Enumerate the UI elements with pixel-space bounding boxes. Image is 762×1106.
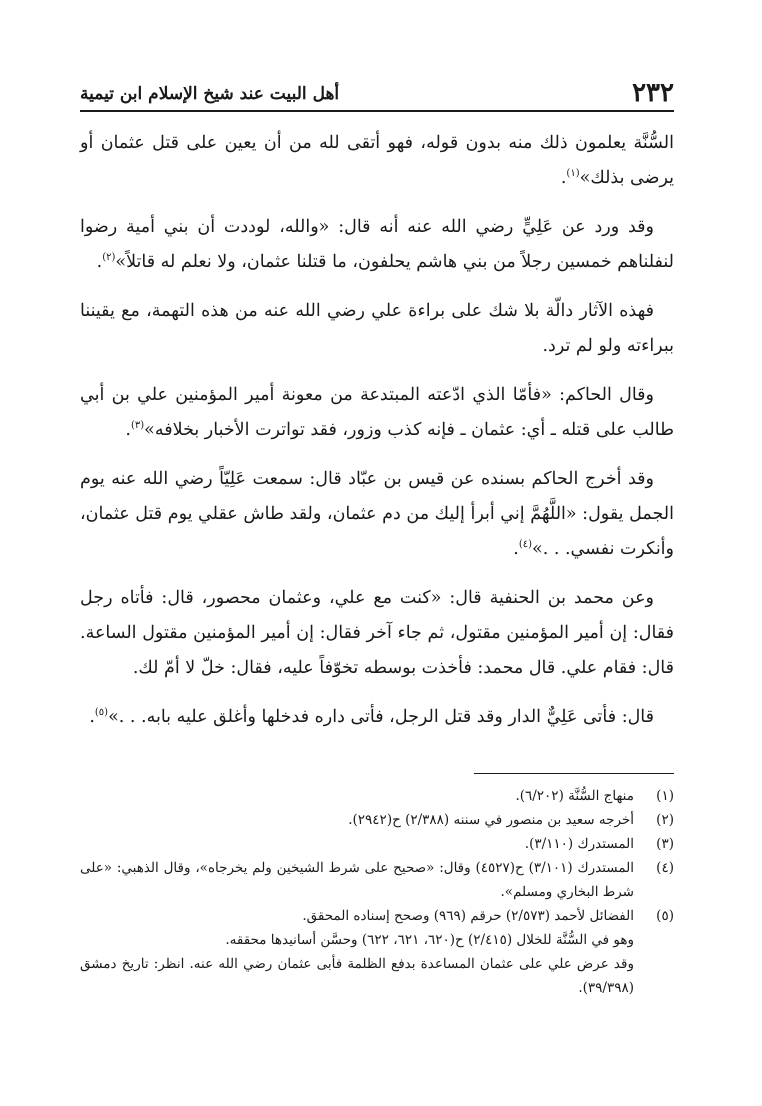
footnote-number: (٥) <box>656 908 674 924</box>
footnote <box>80 904 674 1000</box>
footnote-ref[interactable]: (١) <box>566 168 580 180</box>
footnote-text: منهاج السُّنَّة (٦/٢٠٢). <box>515 788 634 804</box>
footnote-number: (٣) <box>656 836 674 852</box>
paragraph: السُّنَّة يعلمون ذلك منه بدون قوله، فهو أتقى لله من أن يعين على قتل عثمان أو يرضى بذلك»$^{(١)}$. <box>80 133 674 188</box>
running-header <box>80 66 674 106</box>
footnote-rule <box>474 773 674 774</box>
paragraph: وقال الحاكم: «فأمّا الذي ادّعته المبتدعة من معونة أمير المؤمنين علي بن أبي طالب على قتله ـ أي: عثمان ـ فإنه كذب وزور، فقد تواترت الأخبار بخلافه»$^{(٣)}$. <box>80 385 674 440</box>
footnotes <box>80 784 674 1000</box>
page-number: ٢٣٢ <box>632 78 674 108</box>
paragraph: وقد ورد عن عَلِيٍّ رضي الله عنه أنه قال: «والله، لوددت أن بني أمية رضوا لنفلناهم خمسين رجلاً من بني هاشم يحلفون، ما قتلنا عثمان، ولا نعلم له قاتلاً»$^{(٢)}$. <box>80 217 674 272</box>
footnote-text: وقد عرض علي على عثمان المساعدة بدفع الظلمة فأبى عثمان رضي الله عنه. انظر: تاريخ دمشق (٣٩/٣٩٨). <box>80 956 634 996</box>
footnote-ref[interactable]: (٢) <box>102 252 116 264</box>
footnote-number: (٢) <box>656 812 674 828</box>
footnote-text: المستدرك (٣/١١٠). <box>524 836 634 852</box>
paragraph: وعن محمد بن الحنفية قال: «كنت مع علي، وعثمان محصور، قال: فأتاه رجل فقال: إن أمير المؤمنين مقتول، ثم جاء آخر فقال: إن أمير المؤمنين مقتول الساعة. قال: فقام علي. قال محمد: فأخذت بوسطه تخوّفاً عليه، فقال: خلّ لا أمّ لك. <box>80 588 674 678</box>
paragraph: وقد أخرج الحاكم بسنده عن قيس بن عبّاد قال: سمعت عَلِيّاً رضي الله عنه يوم الجمل يقول: «اللَّهُمَّ إني أبرأ إليك من دم عثمان، ولقد طاش عقلي يوم قتل عثمان، وأنكرت نفسي. . .»$^{(٤)}$. <box>80 469 674 559</box>
footnote-ref[interactable]: (٥) <box>94 707 109 719</box>
footnote-ref[interactable]: (٤) <box>518 539 533 551</box>
footnote <box>80 856 674 904</box>
paragraph: فهذه الآثار دالّة بلا شك على براءة علي رضي الله عنه من هذه التهمة، مع يقيننا ببراءته ولو لم ترد. <box>80 301 674 356</box>
footnote <box>80 808 674 832</box>
footnote-ref[interactable]: (٣) <box>130 420 145 432</box>
footnote-text: أخرجه سعيد بن منصور في سننه (٢/٣٨٨) ح(٢٩٤٢). <box>348 812 634 828</box>
footnote <box>80 832 674 856</box>
footnote <box>80 784 674 808</box>
footnote-text: وهو في السُّنَّة للخلال (٢/٤١٥) ح(٦٢٠، ٦٢١، ٦٢٢) وحسَّن أسانيدها محققه. <box>225 932 634 948</box>
main-text <box>80 126 674 749</box>
footnote-number: (٤) <box>656 860 674 876</box>
footnote-number: (١) <box>656 788 674 804</box>
footnote-text: الفضائل لأحمد (٢/٥٧٣) حرقم (٩٦٩) وصحح إسناده المحقق. <box>302 908 634 924</box>
header-rule <box>80 110 674 112</box>
paragraph: قال: فأتى عَلِيٌّ الدار وقد قتل الرجل، فأتى داره فدخلها وأغلق عليه بابه. . .»$^{(٥)}$. <box>89 707 654 727</box>
footnote-text: المستدرك (٣/١٠١) ح(٤٥٢٧) وقال: «صحيح على شرط الشيخين ولم يخرجاه»، وقال الذهبي: «على شرط البخاري ومسلم». <box>80 860 635 900</box>
running-title: أهل البيت عند شيخ الإسلام ابن تيمية <box>80 84 340 104</box>
